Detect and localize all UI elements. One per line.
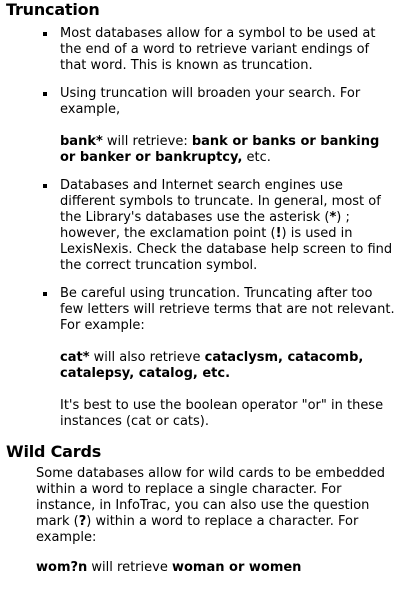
list-item — [38, 26, 395, 74]
symbols-text-part: ) ; however, the exclamation point ( — [60, 210, 350, 241]
boolean-advice: It's best to use the boolean operator "or" in these instances (cat or cats). — [60, 398, 384, 429]
list-item — [38, 178, 395, 274]
example-results: woman or women — [171, 560, 302, 575]
symbols-text-part: ) is used in LexisNexis. Check the database help screen to find the correct truncation symbol. — [60, 226, 393, 273]
asterisk-symbol: * — [329, 210, 337, 225]
list-item — [38, 86, 395, 166]
truncation-list — [6, 26, 395, 430]
truncation-definition: Most databases allow for a symbol to be used at the end of a word to retrieve variant endings of that word. This is known as truncation. — [60, 26, 376, 73]
wildcards-heading: Wild Cards — [6, 442, 102, 461]
wildcards-body — [6, 466, 395, 576]
example-connector: will retrieve: — [102, 134, 192, 149]
truncation-heading: Truncation — [6, 0, 100, 19]
wildcards-text-part: ) within a word to replace a character. For example: — [36, 514, 359, 545]
example-term: wom?n — [36, 560, 88, 575]
woman-example — [36, 560, 395, 576]
example-ending: etc. — [242, 150, 271, 165]
question-mark-symbol: ? — [78, 514, 87, 529]
example-results: cataclysm, catacomb, catalepsy, catalog, etc. — [60, 350, 364, 381]
wildcards-text-part: Some databases allow for wild cards to be embedded within a word to replace a single character. For instance, in InfoTrac, you can also use the question mark ( — [36, 466, 385, 529]
truncation-symbols-text — [60, 178, 395, 274]
list-item — [38, 286, 395, 430]
wildcards-description — [36, 466, 395, 546]
broaden-search-text: Using truncation will broaden your search. For example, — [60, 86, 361, 117]
example-connector: will also retrieve — [89, 350, 205, 365]
bank-example — [60, 134, 395, 166]
cat-example — [60, 350, 395, 382]
example-term: bank* — [60, 134, 103, 149]
example-term: cat* — [60, 350, 90, 365]
example-results: bank or banks or banking or banker or bankruptcy, — [60, 134, 380, 165]
exclamation-symbol: ! — [275, 226, 282, 241]
symbols-text-part: Databases and Internet search engines use different symbols to truncate. In general, most of the Library's databases use the asterisk ( — [60, 178, 381, 225]
careful-truncation-text: Be careful using truncation. Truncating after too few letters will retrieve terms that are not relevant. For example: — [60, 286, 395, 333]
example-connector: will retrieve — [87, 560, 172, 575]
